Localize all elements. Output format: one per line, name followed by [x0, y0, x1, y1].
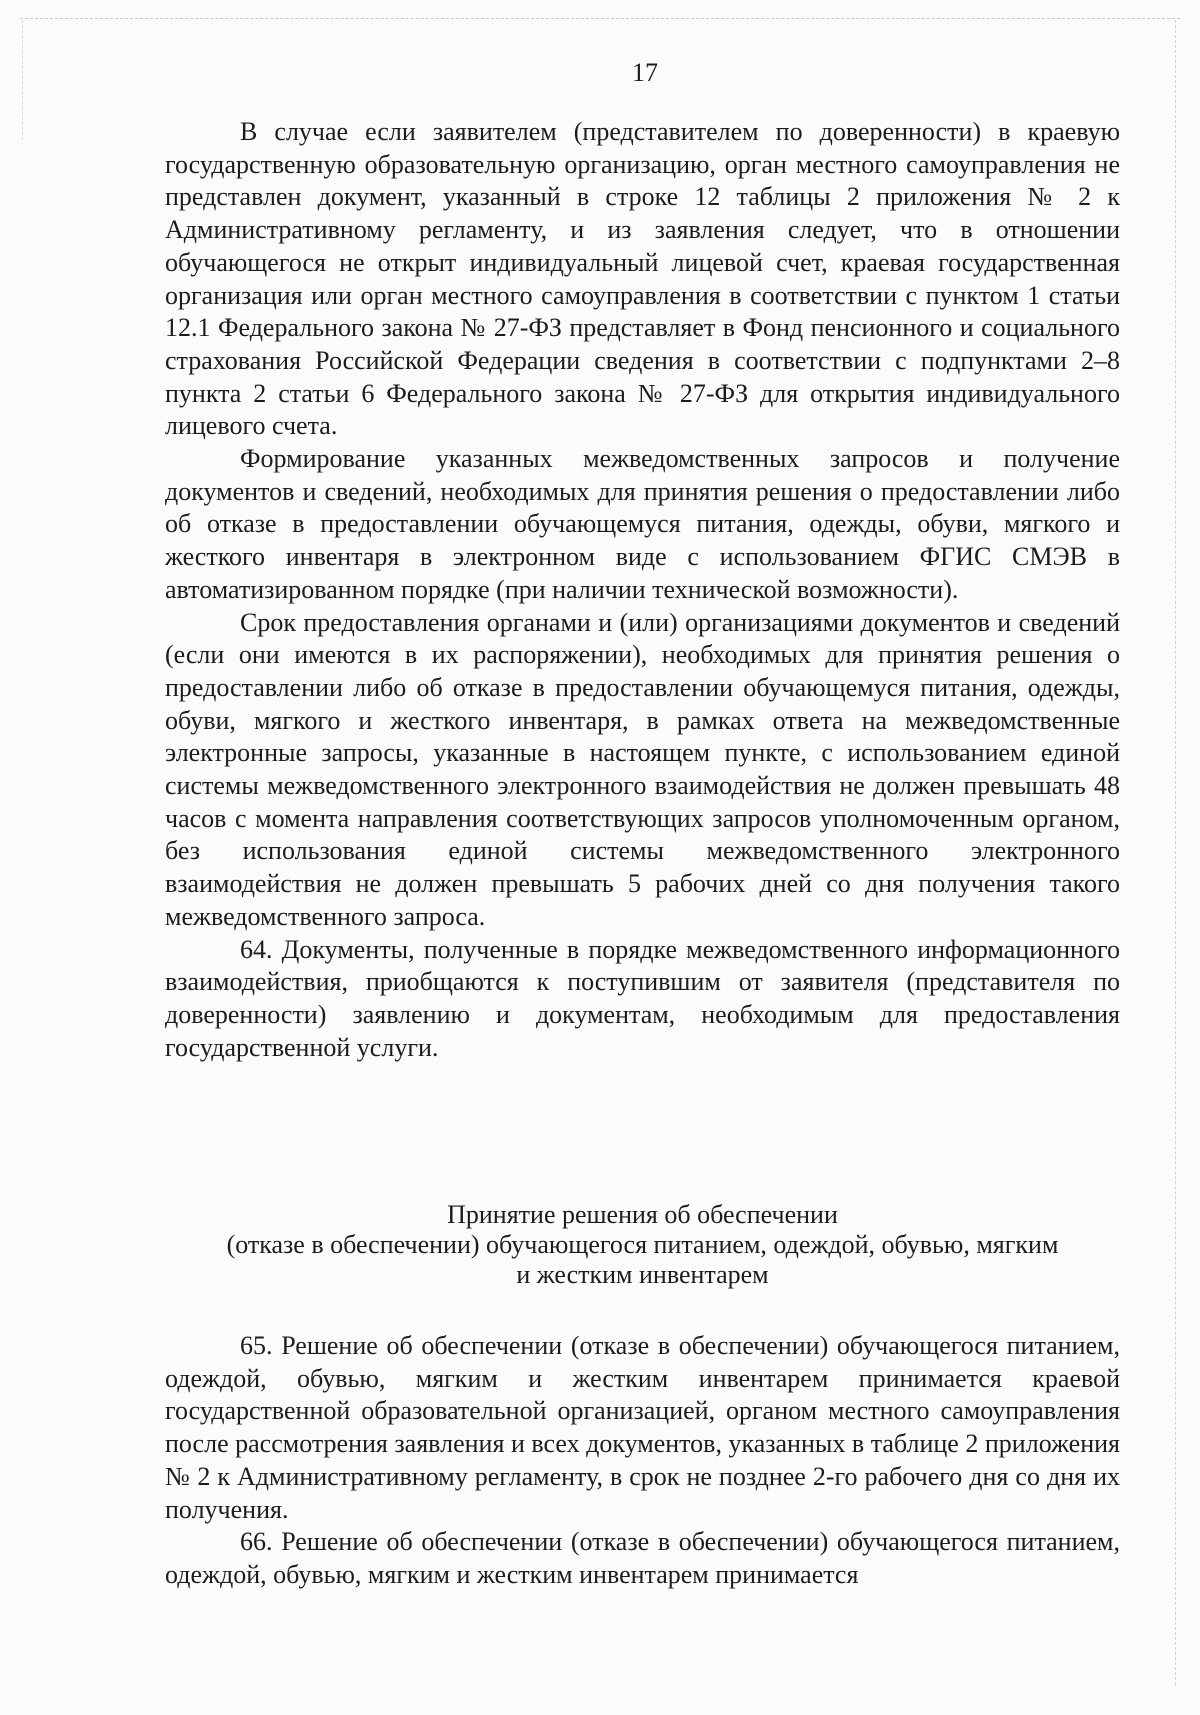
section-heading-line: и жестким инвентарем: [516, 1260, 769, 1289]
page-number: 17: [632, 58, 658, 87]
paragraph: 66. Решение об обеспечении (отказе в обеспечении) обучающегося питанием, одеждой, обувью, мягким и жестким инвентарем принимается: [165, 1527, 1120, 1589]
body-text-top: [165, 116, 1120, 1064]
paragraph: Формирование указанных межведомственных запросов и получение документов и сведений, необходимых для принятия решения о предоставлении либо об отказе в предоставлении обучающемуся питания, одежды, обуви, мягкого и жесткого инвентаря в электронном виде с использованием ФГИС СМЭВ в автоматизированном порядке (при наличии технической возможности).: [165, 444, 1120, 604]
paragraph: В случае если заявителем (представителем по доверенности) в краевую государственную образовательную организацию, орган местного самоуправления не представлен документ, указанный в строке 12 таблицы 2 приложения № 2 к Административному регламенту, и из заявления следует, что в отношении обучающегося не открыт индивидуальный лицевой счет, краевая государственная организация или орган местного самоуправления в соответствии с пунктом 1 статьи 12.1 Федерального закона № 27-ФЗ представляет в Фонд пенсионного и социального страхования Российской Федерации сведения в соответствии с подпунктами 2–8 пункта 2 статьи 6 Федерального закона № 27-ФЗ для открытия индивидуального лицевого счета.: [165, 117, 1120, 441]
section-heading-line: Принятие решения об обеспечении: [447, 1200, 838, 1229]
scan-edge-right: [1175, 20, 1176, 1685]
paragraph: Срок предоставления органами и (или) организациями документов и сведений (если они имеются в их распоряжении), необходимых для принятия решения о предоставлении либо об отказе в предоставлении обучающемуся питания, одежды, обуви, мягкого и жесткого инвентаря, в рамках ответа на межведомственные электронные запросы, указанные в настоящем пункте, с использованием единой системы межведомственного электронного взаимодействия не должен превышать 48 часов с момента направления соответствующих запросов уполномоченным органом, без использования единой системы межведомственного электронного взаимодействия не должен превышать 5 рабочих дней со дня получения такого межведомственного запроса.: [165, 607, 1120, 931]
paragraph: 65. Решение об обеспечении (отказе в обеспечении) обучающегося питанием, одеждой, обувью, мягким и жестким инвентарем принимается краевой государственной образовательной организацией, органом местного самоуправления после рассмотрения заявления и всех документов, указанных в таблице 2 приложения № 2 к Административному регламенту, в срок не позднее 2-го рабочего дня со дня их получения.: [165, 1331, 1120, 1524]
body-text-bottom: [165, 1330, 1120, 1592]
section-heading: [165, 1200, 1120, 1290]
paragraph: 64. Документы, полученные в порядке межведомственного информационного взаимодействия, приобщаются к поступившим от заявителя (представителя по доверенности) заявлению и документам, необходимым для предоставления государственной услуги.: [165, 934, 1120, 1062]
section-heading-line: (отказе в обеспечении) обучающегося питанием, одеждой, обувью, мягким: [226, 1230, 1059, 1259]
scan-edge-top: [20, 18, 1180, 19]
